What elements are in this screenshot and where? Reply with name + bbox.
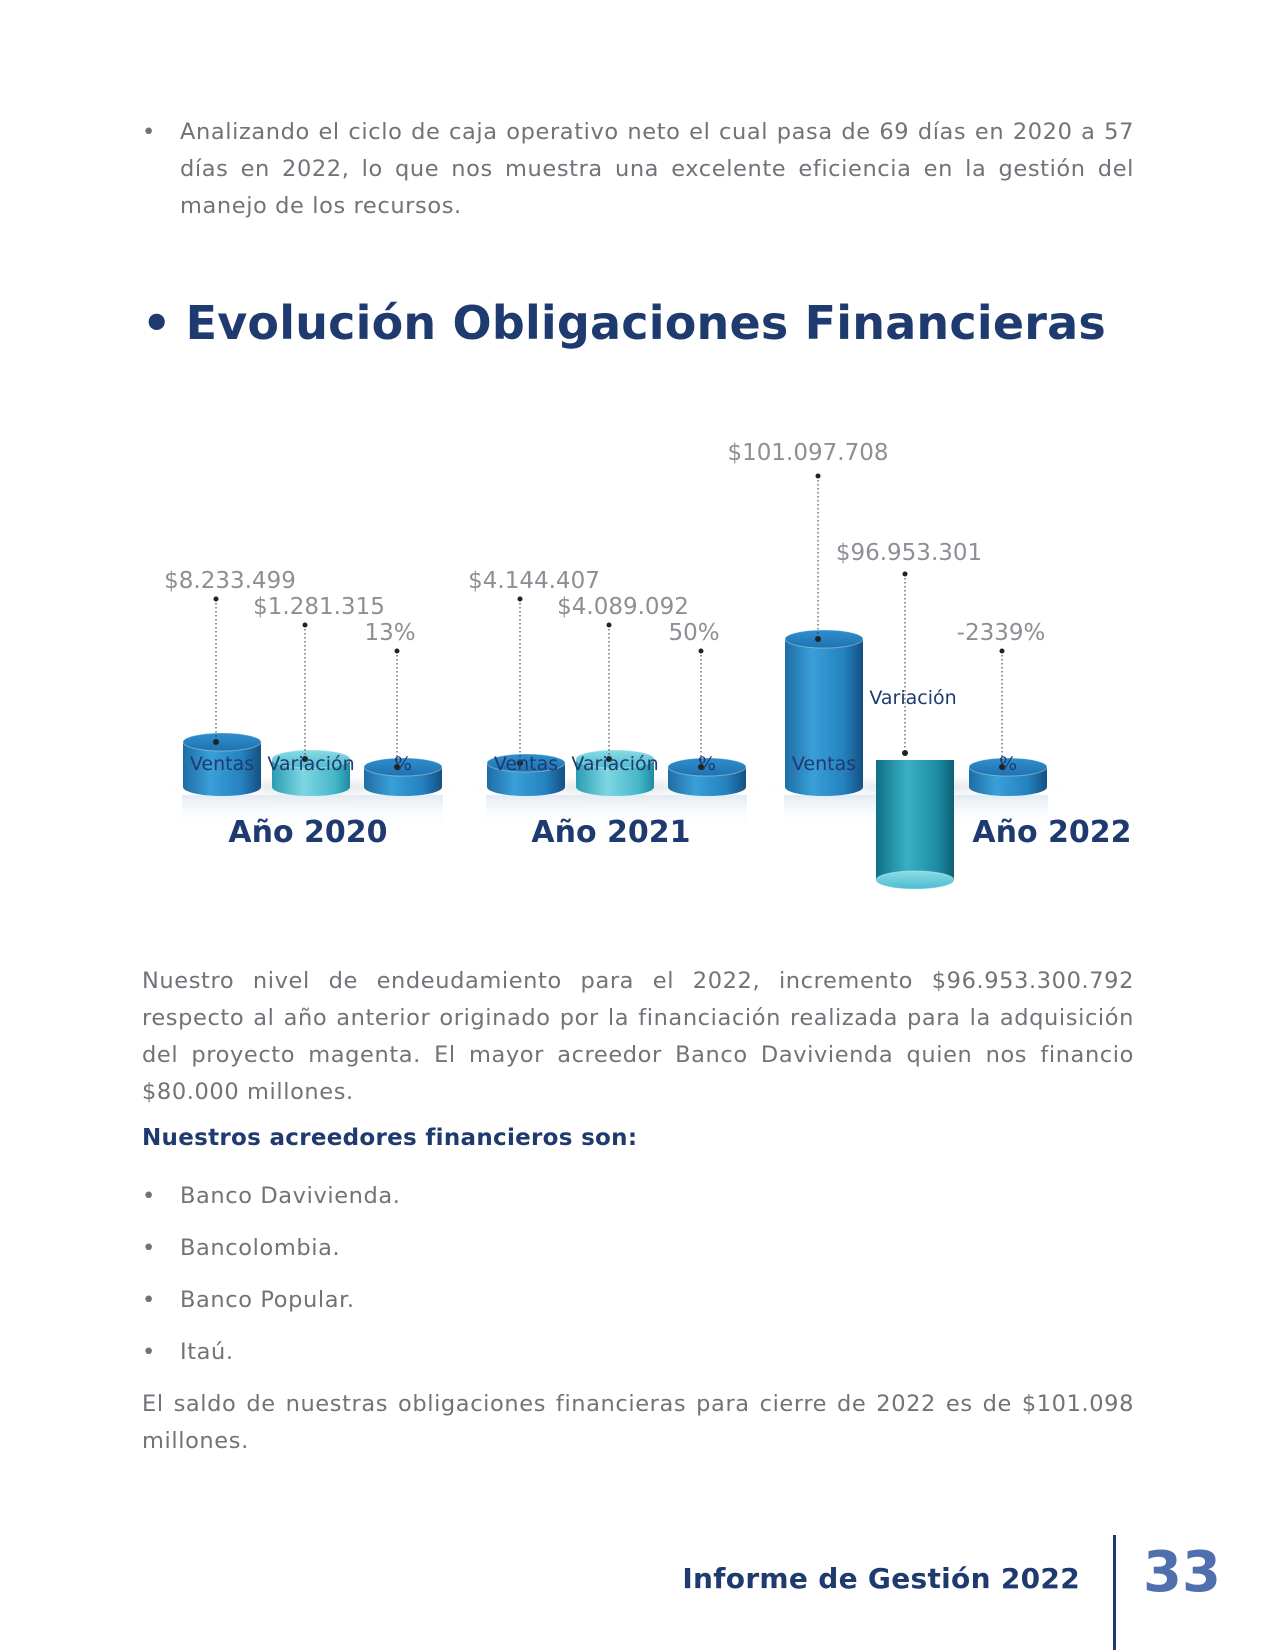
leader-dot [518,597,523,602]
footer-title: Informe de Gestión 2022 [682,1562,1080,1595]
bullet-marker: • [142,1339,156,1365]
page-number: 33 [1143,1540,1221,1605]
creditor-item [142,1334,1134,1371]
bar-value-label: $4.144.407 [468,568,600,594]
creditor-item [142,1178,1134,1215]
bar-category-label: % [998,753,1018,775]
debt-paragraph: Nuestro nivel de endeudamiento para el 2022, incremento $96.953.300.792 respecto al año anterior originado por la financiación realizada para la adquisición del proyecto magenta. El mayor acreedor Banco Davivienda quien nos financio $80.000 millones. [142,968,1134,1105]
bar-value-label: 50% [668,620,720,646]
bullet-marker: • [142,1183,156,1209]
creditors-heading: Nuestros acreedores financieros son: [142,1125,638,1151]
bar-value-label: 13% [364,620,416,646]
bar-value-label: -2339% [956,620,1046,646]
closing-paragraph: El saldo de nuestras obligaciones financieras para cierre de 2022 es de $101.098 millones. [142,1391,1134,1454]
bar-category-label: % [697,753,717,775]
bar-value-label: $8.233.499 [164,568,296,594]
bar-cylinder-top [785,630,863,648]
leader-dot [214,597,219,602]
title-bullet: • [142,296,172,350]
section-title [142,296,1106,350]
year-label: Año 2020 [228,815,388,850]
leader-dot [903,572,908,577]
bar-cylinder-top [183,733,261,751]
intro-bullet [142,114,1134,229]
leader-dot [1000,649,1005,654]
creditor-name: Banco Davivienda. [180,1183,401,1209]
leader-dot [902,750,908,756]
bar-value-label: $1.281.315 [253,594,385,620]
year-label: Año 2022 [972,815,1132,850]
creditor-name: Banco Popular. [180,1287,355,1313]
bar-category-label: Ventas [791,753,857,775]
leader-dot [699,649,704,654]
bar-category-label: Variación [869,687,957,709]
bar-value-label: $96.953.301 [835,540,983,566]
bar-value-label: $4.089.092 [557,594,689,620]
creditor-item [142,1230,1134,1267]
creditor-name: Itaú. [180,1339,234,1365]
bar-category-label: Ventas [493,753,559,775]
bar-category-label: % [393,753,413,775]
bullet-marker: • [142,1287,156,1313]
leader-dot [816,474,821,479]
leader-dot [607,623,612,628]
year-label: Año 2021 [531,815,691,850]
bar-cylinder-top [876,871,954,889]
creditor-item [142,1282,1134,1319]
financial-obligations-chart [0,440,1275,910]
creditor-name: Bancolombia. [180,1235,341,1261]
bar-cylinder-body [876,760,954,889]
leader-dot [303,623,308,628]
bar-value-label: $101.097.708 [727,440,889,466]
bullet-marker: • [142,1235,156,1261]
footer-divider [1113,1535,1116,1650]
leader-dot [395,649,400,654]
bullet-marker: • [142,119,156,145]
leader-dot [213,739,219,745]
bar-category-label: Variación [267,753,355,775]
section-title-text: Evolución Obligaciones Financieras [185,296,1106,350]
bar-category-label: Ventas [189,753,255,775]
leader-dot [815,636,821,642]
intro-bullet-text: Analizando el ciclo de caja operativo neto el cual pasa de 69 días en 2020 a 57 días en 2022, lo que nos muestra una excelente eficiencia en la gestión del manejo de los recursos. [180,119,1134,219]
bar-category-label: Variación [571,753,659,775]
